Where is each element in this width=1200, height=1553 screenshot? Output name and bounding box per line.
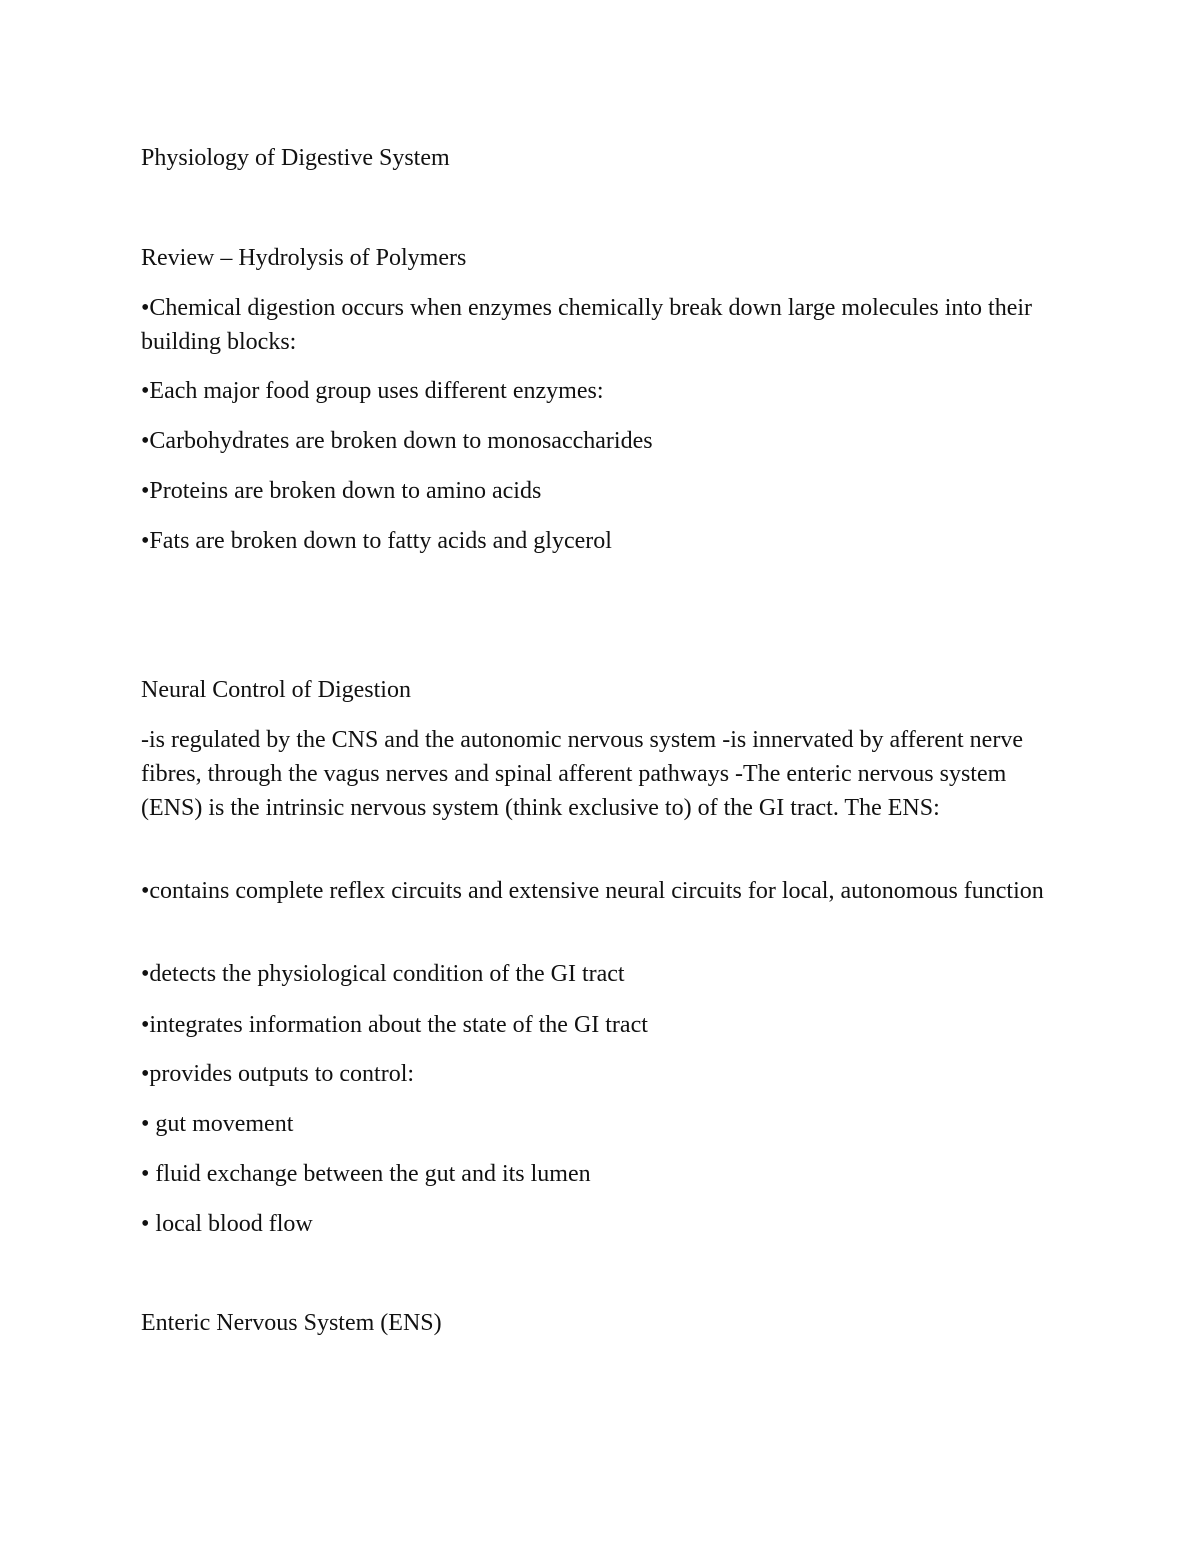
bullet-integrates-information: •integrates information about the state of the GI tract [141,1012,648,1038]
subbullet-local-blood-flow: • local blood flow [141,1211,313,1237]
document-title: Physiology of Digestive System [141,145,450,171]
section-heading-neural-control: Neural Control of Digestion [141,677,411,703]
bullet-provides-outputs: •provides outputs to control: [141,1061,415,1087]
paragraph-carbohydrates: •Carbohydrates are broken down to monosaccharides [141,428,653,454]
paragraph-fats: •Fats are broken down to fatty acids and glycerol [141,528,612,554]
paragraph-neural-intro: -is regulated by the CNS and the autonomic nervous system -is innervated by afferent nerve fibres, through the vagus nerves and spinal afferent pathways -The enteric nervous system (ENS) is the intrinsic nervous system (think exclusive to) of the GI tract. The ENS: [141,727,1023,821]
bullet-reflex-circuits: •contains complete reflex circuits and extensive neural circuits for local, autonomous function [141,878,1044,904]
bullet-detects-condition: •detects the physiological condition of the GI tract [141,961,625,987]
subbullet-fluid-exchange: • fluid exchange between the gut and its lumen [141,1161,591,1187]
paragraph-food-groups: •Each major food group uses different enzymes: [141,378,604,404]
paragraph-chemical-digestion: •Chemical digestion occurs when enzymes chemically break down large molecules into their building blocks: [141,295,1033,355]
section-heading-hydrolysis: Review – Hydrolysis of Polymers [141,245,467,271]
section-heading-ens: Enteric Nervous System (ENS) [141,1310,442,1336]
paragraph-proteins: •Proteins are broken down to amino acids [141,478,542,504]
subbullet-gut-movement: • gut movement [141,1111,294,1137]
